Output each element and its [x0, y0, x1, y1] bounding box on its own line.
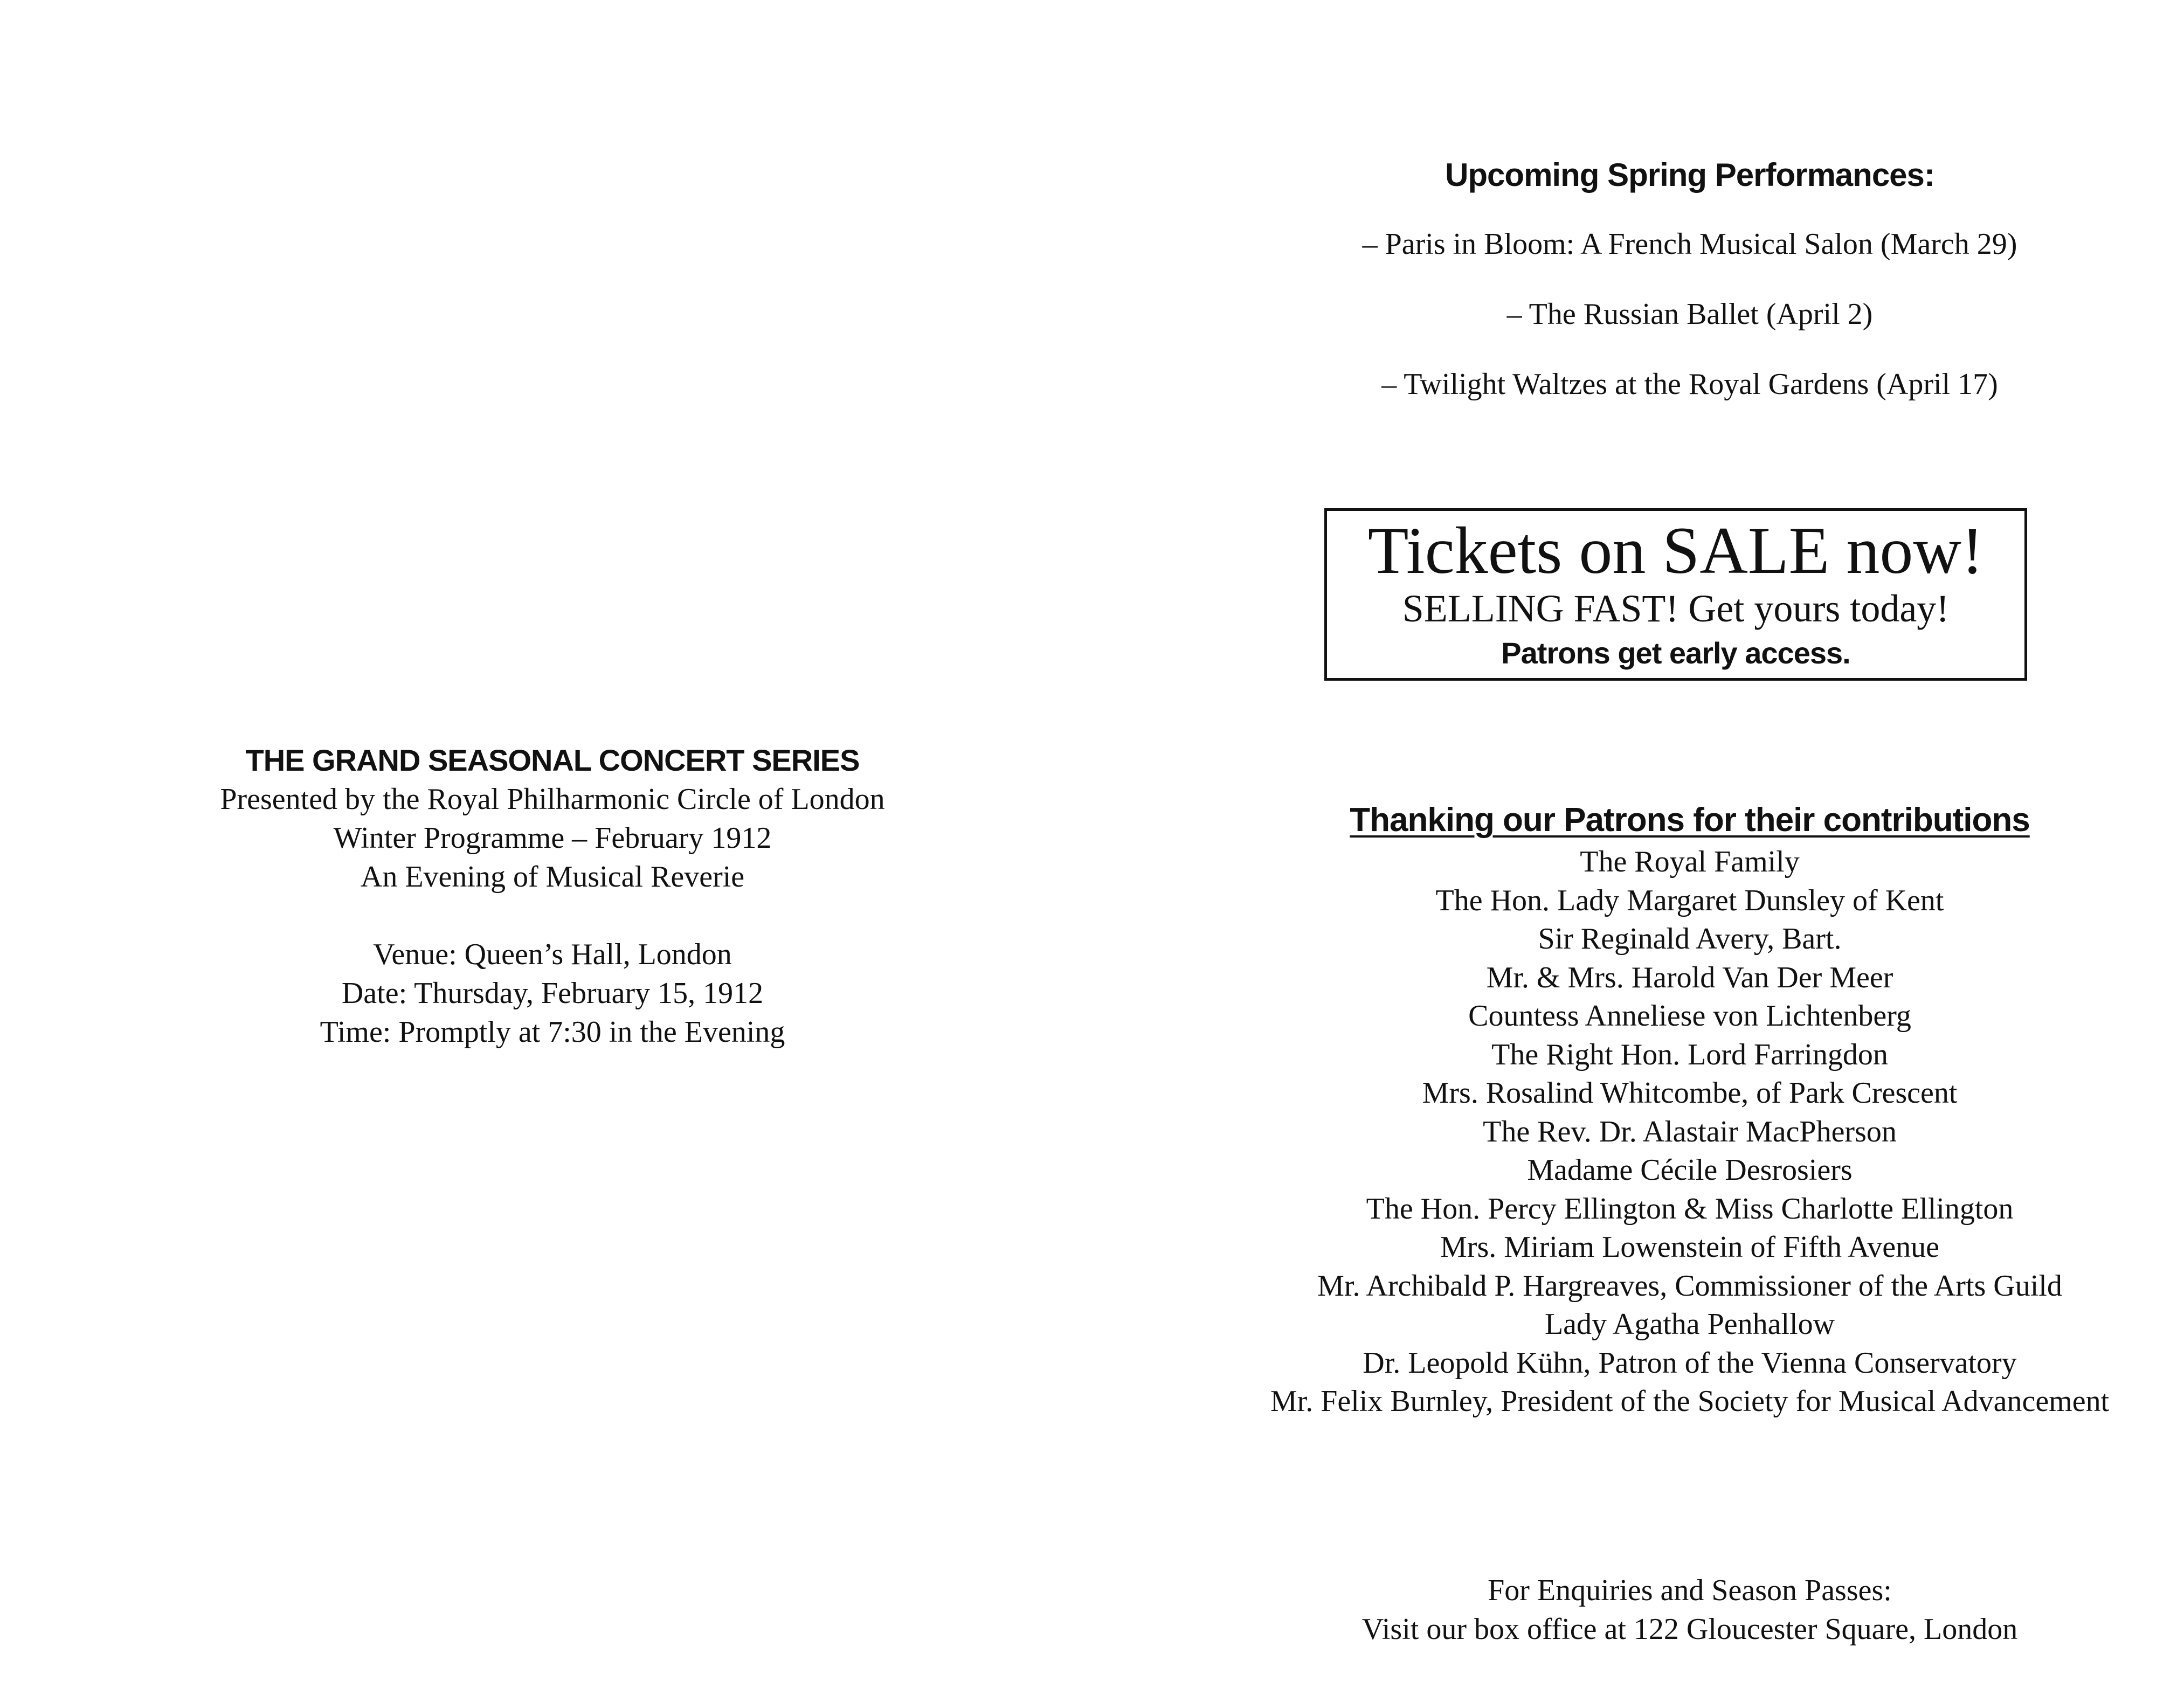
series-title: THE GRAND SEASONAL CONCERT SERIES [245, 743, 860, 777]
patrons-heading: Thanking our Patrons for their contributions [1350, 801, 2030, 839]
presenter-line: Presented by the Royal Philharmonic Circle of London [220, 783, 885, 816]
performance-item: – Twilight Waltzes at the Royal Gardens (April 17) [1381, 368, 1998, 401]
box-office-address: Visit our box office at 122 Gloucester Square, London [1361, 1613, 2018, 1646]
ticket-sale-subline: SELLING FAST! Get yours today! [1402, 587, 1950, 630]
performances-heading: Upcoming Spring Performances: [1445, 157, 1934, 193]
patron-name: Mrs. Miriam Lowenstein of Fifth Avenue [1440, 1230, 1939, 1264]
evening-subtitle: An Evening of Musical Reverie [360, 860, 745, 894]
patron-name: Mr. Felix Burnley, President of the Society for Musical Advancement [1270, 1385, 2110, 1418]
programme-line: Winter Programme – February 1912 [333, 821, 772, 855]
patron-name: Mr. & Mrs. Harold Van Der Meer [1486, 960, 1893, 994]
patron-name: The Hon. Lady Margaret Dunsley of Kent [1435, 883, 1944, 917]
patron-name: Madame Cécile Desrosiers [1527, 1153, 1853, 1187]
venue-line: Venue: Queen’s Hall, London [373, 938, 732, 971]
concert-details [0, 741, 1105, 1051]
upcoming-performances [1207, 151, 2172, 430]
ticket-sale-headline: Tickets on SALE now! [1367, 514, 1984, 587]
time-line: Time: Promptly at 7:30 in the Evening [320, 1015, 785, 1049]
patron-name: Lady Agatha Penhallow [1544, 1307, 1835, 1341]
patron-name: Mrs. Rosalind Whitcombe, of Park Crescent [1422, 1076, 1958, 1110]
patrons-list [1207, 798, 2172, 1421]
patron-name: Countess Anneliese von Lichtenberg [1468, 999, 1911, 1033]
patron-name: Dr. Leopold Kühn, Patron of the Vienna Conservatory [1363, 1346, 2017, 1380]
performance-item: – The Russian Ballet (April 2) [1506, 298, 1873, 331]
patron-early-access-note: Patrons get early access. [1501, 636, 1850, 670]
patron-name: The Hon. Percy Ellington & Miss Charlotte Ellington [1366, 1192, 2014, 1226]
ticket-sale-box [1324, 508, 2027, 681]
enquiries-section [1207, 1571, 2172, 1649]
patron-name: The Right Hon. Lord Farringdon [1491, 1037, 1888, 1071]
patron-name: The Rev. Dr. Alastair MacPherson [1483, 1115, 1897, 1149]
spacer [0, 896, 1105, 935]
patron-name: Sir Reginald Avery, Bart. [1538, 922, 1842, 956]
patron-name: The Royal Family [1580, 845, 1800, 878]
performance-item: – Paris in Bloom: A French Musical Salon (March 29) [1362, 227, 2017, 261]
patron-name: Mr. Archibald P. Hargreaves, Commissioner of the Arts Guild [1317, 1269, 2062, 1303]
date-line: Date: Thursday, February 15, 1912 [341, 977, 764, 1010]
enquiries-heading: For Enquiries and Season Passes: [1488, 1574, 1892, 1607]
